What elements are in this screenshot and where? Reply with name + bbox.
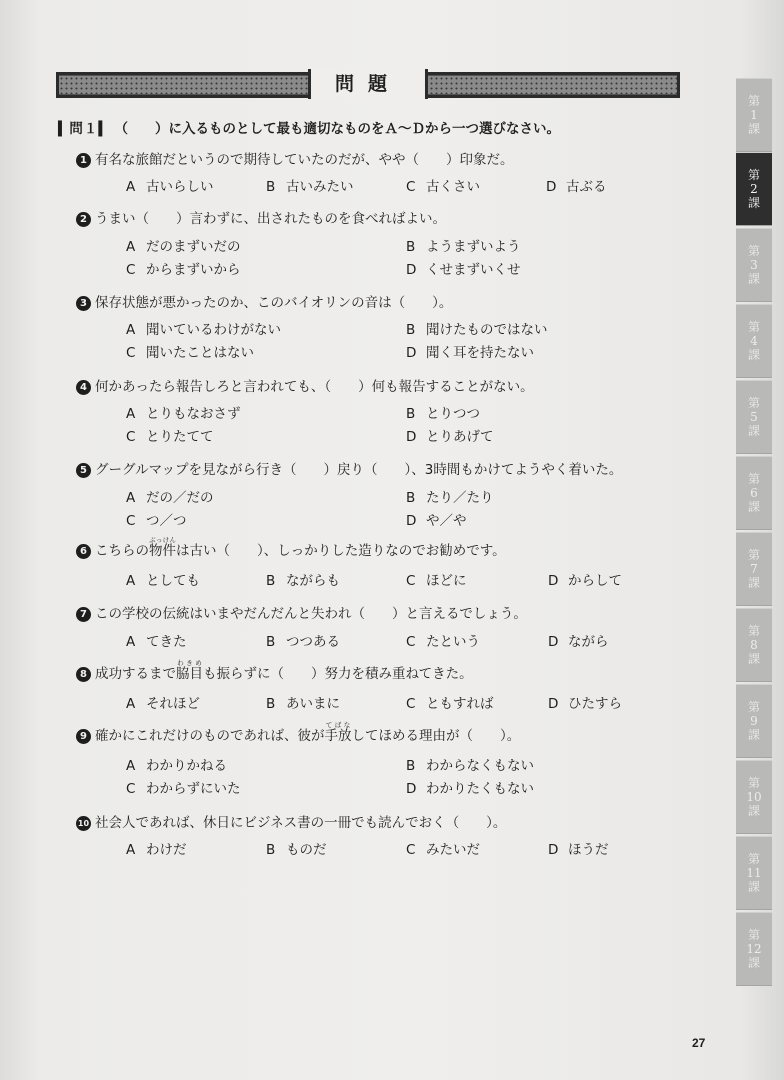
chapter-tab-9[interactable]: 第 9 課 [736, 684, 772, 758]
question-number: 4 [76, 380, 91, 395]
chapter-tab-7[interactable]: 第 7 課 [736, 532, 772, 606]
question-text: グーグルマップを見ながら行き（ ）戻り（ ）、3時間もかけてようやく着いた。 [95, 462, 623, 478]
question-text-post: してほめる理由が（ ）。 [351, 728, 521, 744]
option-d: D からして [548, 573, 622, 589]
option-b: B たり／たり [406, 490, 494, 506]
question-text: 有名な旅館だというので期待していたのだが、やや（ ）印象だ。 [95, 152, 514, 168]
option-d: D とりあげて [406, 429, 494, 445]
question-number: 3 [76, 296, 91, 311]
question-7 [76, 602, 527, 622]
question-1 [76, 148, 514, 168]
option-a: A それほど [126, 696, 200, 712]
option-d: D や／や [406, 513, 467, 529]
question-text-post: も振らずに（ ）努力を積み重ねてきた。 [203, 666, 473, 682]
option-b: B 古いみたい [266, 179, 354, 195]
question-number: 1 [76, 153, 91, 168]
question-text-pre: こちらの [95, 543, 149, 559]
option-d: D 聞く耳を持たない [406, 345, 534, 361]
option-d: D わかりたくもない [406, 781, 534, 797]
option-b: B つつある [266, 634, 340, 650]
option-a: A 聞いているわけがない [126, 322, 281, 338]
chapter-tab-6[interactable]: 第 6 課 [736, 456, 772, 530]
question-5 [76, 458, 622, 478]
question-3 [76, 291, 452, 311]
option-c: C わからずにいた [126, 781, 241, 797]
option-a: A わけだ [126, 842, 187, 858]
option-d: D ひたすら [548, 696, 622, 712]
question-text-post: は古い（ ）、しっかりした造りなのでお勧めです。 [176, 543, 506, 559]
instruction [58, 117, 560, 137]
chapter-tab-12[interactable]: 第 12 課 [736, 912, 772, 986]
option-b: B ものだ [266, 842, 327, 858]
option-c: C たという [406, 634, 480, 650]
chapter-tab-4[interactable]: 第 4 課 [736, 304, 772, 378]
option-a: A 古いらしい [126, 179, 214, 195]
question-4 [76, 375, 534, 395]
option-c: C ともすれば [406, 696, 494, 712]
question-number: 5 [76, 463, 91, 478]
option-b: B ながらも [266, 573, 340, 589]
option-a: A てきた [126, 634, 187, 650]
chapter-tab-11[interactable]: 第 11 課 [736, 836, 772, 910]
chapter-tab-3[interactable]: 第 3 課 [736, 228, 772, 302]
option-a: A わかりかねる [126, 758, 227, 774]
option-c: C 古くさい [406, 179, 480, 195]
question-text-pre: 成功するまで [95, 666, 176, 682]
instruction-text: （ ）に入るものとして最も適切なものをＡ～Ｄから一つ選びなさい。 [114, 121, 560, 137]
page-number: 27 [692, 1036, 706, 1050]
option-d: D くせまずいくせ [406, 262, 521, 278]
option-a: A とりもなおさず [126, 406, 241, 422]
question-text: うまい（ ）言わずに、出されたものを食べればよい。 [95, 211, 446, 227]
section-banner [56, 72, 680, 98]
option-b: B 聞けたものではない [406, 322, 548, 338]
chapter-tab-2[interactable]: 第 2 課 [736, 152, 772, 226]
question-9 [76, 721, 520, 744]
chapter-tab-5[interactable]: 第 5 課 [736, 380, 772, 454]
question-text: 何かあったら報告しろと言われても、（ ）何も報告することがない。 [95, 379, 534, 395]
option-c: C つ／つ [126, 513, 187, 529]
option-c: C とりたてて [126, 429, 214, 445]
option-c: C ほどに [406, 573, 467, 589]
question-number: 2 [76, 212, 91, 227]
question-8 [76, 659, 473, 682]
chapter-tab-10[interactable]: 第 10 課 [736, 760, 772, 834]
section-title: 問題 [308, 69, 428, 99]
furigana-word: 手放てばな [324, 721, 352, 744]
question-text: 保存状態が悪かったのか、このバイオリンの音は（ ）。 [95, 295, 453, 311]
chapter-tab-8[interactable]: 第 8 課 [736, 608, 772, 682]
option-b: B わからなくもない [406, 758, 534, 774]
question-number: 6 [76, 544, 91, 559]
option-a: A だの／だの [126, 490, 214, 506]
option-c: C からまずいから [126, 262, 241, 278]
chapter-tab-1[interactable]: 第 1 課 [736, 78, 772, 152]
option-b: B ようまずいよう [406, 239, 521, 255]
option-d: D ほうだ [548, 842, 609, 858]
question-set-tag: ▍問１▍ [58, 121, 110, 137]
option-d: D ながら [548, 634, 609, 650]
option-b: B とりつつ [406, 406, 480, 422]
question-number: 8 [76, 667, 91, 682]
option-c: C 聞いたことはない [126, 345, 254, 361]
question-number: 7 [76, 607, 91, 622]
question-10 [76, 811, 506, 831]
question-text-pre: 確かにこれだけのものであれば、彼が [95, 728, 325, 744]
option-a: A としても [126, 573, 200, 589]
question-6 [76, 536, 506, 559]
furigana-word: 脇目わきめ [176, 659, 203, 682]
question-text: この学校の伝統はいまやだんだんと失われ（ ）と言えるでしょう。 [95, 606, 527, 622]
option-c: C みたいだ [406, 842, 480, 858]
question-number: 9 [76, 729, 91, 744]
option-d: D 古ぶる [546, 179, 607, 195]
question-2 [76, 207, 446, 227]
furigana-word: 物件ぶっけん [149, 536, 176, 559]
option-a: A だのまずいだの [126, 239, 241, 255]
option-b: B あいまに [266, 696, 340, 712]
question-text: 社会人であれば、休日にビジネス書の一冊でも読んでおく（ ）。 [95, 815, 507, 831]
question-number: 10 [76, 816, 91, 831]
